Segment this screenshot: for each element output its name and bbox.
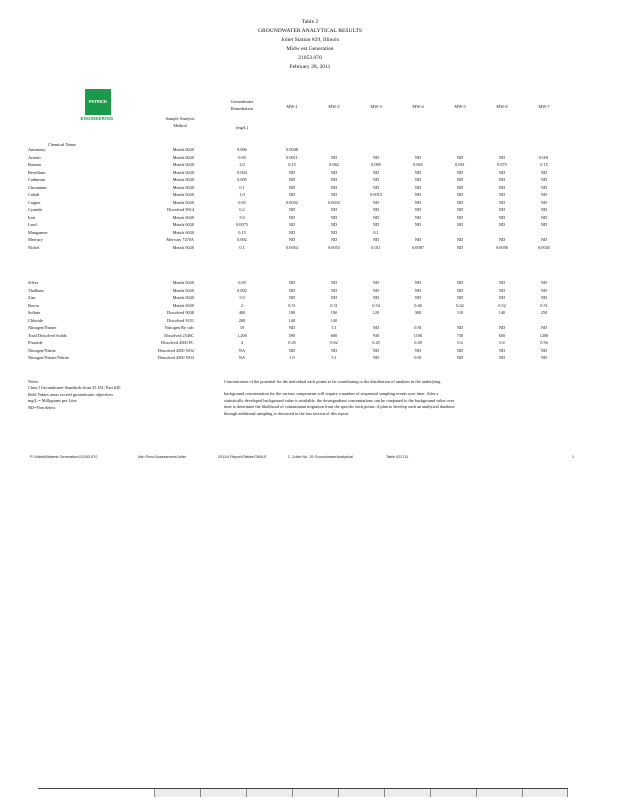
result-value: ND [498,177,506,182]
result-value: 0.0048 [286,147,298,152]
result-value: ND [414,287,422,293]
result-value: ND [372,199,380,205]
analysis-method: Dissolved 4500 FC [160,340,194,345]
result-value: 140 [288,317,296,323]
station-name: Joliet Station #29, Illinois [281,37,339,43]
result-value: 0.51 [330,302,338,308]
result-value: ND [288,184,296,190]
table-title: GROUNDWATER ANALYTICAL RESULTS [257,28,363,34]
result-value: 0.075 [497,162,507,167]
standard-value: 0.006 [237,147,247,152]
result-value: ND [372,295,380,300]
analysis-method: Metals 6020 [172,199,194,205]
well-header: MW-3 [370,104,382,109]
standard-value: 1,200 [237,332,247,338]
result-value: ND [498,280,506,285]
notes-right [224,379,455,417]
result-value: 140 [498,310,506,315]
chemical-name: Nickel [28,244,40,250]
result-value: ND [456,169,464,175]
result-value: ND [414,184,422,190]
well-header: MW-1 [286,104,298,109]
result-value: 730 [456,332,464,338]
logo-mark [85,89,111,115]
chemical-name: Nitrogen/Nitrite [28,347,56,353]
analysis-method: Dissolved 2540C [164,332,194,338]
result-value: 0.0015 [370,192,382,197]
result-value: ND [498,355,506,360]
result-value: ND [456,287,464,293]
result-value: 0.001 [539,154,549,160]
result-value: 0.45 [288,340,296,345]
result-value: ND [456,222,464,227]
standard-value: 400 [238,310,246,315]
chemical-name: Total Dissolved Solids [28,332,67,338]
result-value: ND [372,184,380,190]
result-value: 0.0056 [496,244,508,250]
result-value: ND [372,237,380,242]
result-value: ND [540,287,548,293]
standard-value: 0.1 [239,244,245,250]
result-value: ND [498,169,506,175]
analysis-method: Nitrogen By calc [164,325,194,330]
result-value: 0.15 [288,162,296,167]
result-value: 0.45 [372,340,380,345]
analysis-method: Metals 6020 [172,154,194,160]
sample-method-header-2: Method [173,123,187,128]
result-value: ND [288,229,296,235]
chemical-name: Nitrogen/Nitrate [28,325,57,330]
result-value: 0.52 [498,302,506,308]
result-value: ND [330,229,338,235]
analysis-method: Dissolved 4500 NO2 [157,347,194,353]
chemical-name: Beryllium [28,169,46,175]
result-value: ND [372,347,380,353]
result-value: ND [372,207,380,212]
result-value: ND [456,355,464,360]
analysis-method: Metals 6020 [172,177,194,182]
result-value: ND [456,207,464,212]
well-header: MW-4 [412,104,424,109]
result-value: 0.0032 [328,199,340,205]
result-value: ND [456,192,464,197]
standard-value: 200 [238,317,246,323]
standard-value: 0.65 [238,199,246,205]
chemical-name: Antimony [28,147,46,152]
standard-value: 5.0 [239,295,245,300]
analysis-method: Metals 6020 [172,162,194,167]
result-value: ND [414,222,422,227]
result-value: 0.061 [455,162,465,167]
result-value: ND [498,207,506,212]
standard-value: 10 [239,325,245,330]
sample-method-header: Sample Analysis [165,116,195,121]
result-value: ND [330,280,338,285]
result-value: 0.0011 [286,154,298,160]
chemical-name-header: Chemical Name [48,142,76,147]
chemical-name: Iron [28,214,36,220]
result-value: ND [372,355,380,360]
result-value: ND [498,222,506,227]
standard-value: 5.0 [239,214,245,220]
analysis-method: Metals 6020 [172,280,194,285]
result-value: 0.49 [414,340,422,345]
analysis-method: Metals 6020 [172,147,194,152]
result-value: ND [372,169,380,175]
standard-value: 0.002 [237,287,247,293]
result-value: ND [288,295,296,300]
standard-header-line1: Groundwater [230,99,254,104]
chemical-name: Nitrogen/Nitrate/Nitrite [28,355,69,360]
standard-value: 2.0 [239,162,245,167]
result-value: ND [330,192,338,197]
standard-value: 0.005 [237,177,247,182]
result-value: 0.0032 [286,199,298,205]
standard-value: 0.0075 [236,222,248,227]
result-value: ND [456,154,464,160]
result-value: ND [498,325,506,330]
result-value: 110 [456,310,464,315]
result-value: ND [288,280,296,285]
result-value: ND [288,347,296,353]
chemical-name: Arsenic [28,154,42,160]
footer-part-a: Ash Pond Assessment\Joliet [138,455,186,459]
result-value: ND [414,347,422,353]
chemical-name: Manganese [28,229,48,235]
chemical-name: Chloride [28,317,44,323]
well-header: MW-5 [454,104,466,109]
result-value: ND [456,325,464,330]
result-value: ND [414,169,422,175]
result-value: ND [288,177,296,182]
analysis-method: Dissolved 9038 [167,310,194,315]
standard-value: 0.05 [238,154,246,160]
notes-line: Class I Groundwater Standards from 35 IAC Part 620 [28,385,121,391]
result-value: ND [540,237,548,242]
result-value: 0.46 [414,302,422,308]
result-value: ND [498,192,506,197]
chemical-name: Boron [28,302,39,308]
well-header: MW-2 [328,104,340,109]
result-value: ND [330,177,338,182]
result-value: ND [288,169,296,175]
result-value: 250 [540,310,548,315]
result-value: ND [330,184,338,190]
result-value: ND [456,199,464,205]
result-value: 1.9 [289,355,295,360]
result-value: 190 [330,310,338,315]
standard-unit: (mg/L) [235,125,249,130]
result-value: 0.065 [413,162,423,167]
footer-part-b: 2011\4 Report\Tables\TABLE [218,455,267,459]
standard-header-line2: Remediation [231,106,253,111]
notes-paragraph-line: Concentration of the potential for the individual each points to be contributing to the distribution of analytes in the underlying [224,379,441,384]
notes-paragraph-line: background concentration for the various components will require a number of sequential sampling events over time. After a [224,391,439,397]
notes-paragraph-line: statistically developed background value is available, the downgradient concentrations can be compared to the background value over [224,397,455,403]
standard-value: 1.0 [239,192,245,197]
result-value: ND [540,184,548,190]
result-value: ND [498,154,506,160]
standard-value: 0.05 [238,280,246,285]
notes-heading: Notes [28,379,39,384]
analysis-method: Dissolved 4500 NO3 [157,355,194,360]
result-value: ND [288,287,296,293]
result-value: ND [456,295,464,300]
result-value: 0.51 [288,302,296,308]
result-value: ND [498,184,506,190]
result-value: ND [540,169,548,175]
analysis-method: Dissolved 9251 [167,317,194,323]
result-value: 0.4 [457,340,463,345]
result-value: 1200 [539,332,549,338]
standard-value: 0.15 [238,229,246,235]
chemical-name: Sulfate [28,310,41,315]
result-value: ND [540,177,548,182]
analysis-method: Dissolved 9014 [167,207,194,212]
table-number: Table 2 [301,19,319,25]
result-value: ND [498,214,506,220]
result-value: ND [498,199,506,205]
result-value: ND [540,192,548,197]
bottom-grid-strip [154,789,568,797]
result-value: ND [540,295,548,300]
result-value: ND [330,287,338,293]
result-value: ND [330,214,338,220]
analysis-method: Metals 6020 [172,184,194,190]
result-value: ND [414,177,422,182]
well-header: MW-6 [496,104,508,109]
result-value: ND [414,295,422,300]
result-value: 0.42 [456,302,464,308]
result-value: 1100 [413,332,423,338]
result-value: ND [540,347,548,353]
result-value: ND [372,280,380,285]
result-value: ND [330,295,338,300]
notes-line: mg/L = Milligrams per Liter [28,398,77,404]
logo-brand-text: ENGINEERING [80,116,114,121]
result-value: ND [330,222,338,227]
well-header: MW-7 [538,104,550,109]
result-value: 0.0087 [412,244,424,250]
result-value: 0.51 [540,302,548,308]
result-value: 0.54 [372,302,380,308]
footer-part-c: 2 -Joliet No. 29 GroundwaterAnalytical [288,455,353,459]
result-value: 0.15 [540,162,548,167]
result-value: ND [288,207,296,212]
chemical-name: Fluoride [28,340,43,345]
analysis-method: Metals 6020 [172,214,194,220]
result-value: 0.62 [330,340,338,345]
result-value: ND [414,192,422,197]
result-value: 5.1 [331,355,337,360]
report-date: February 28, 2011 [289,64,331,70]
result-value: ND [288,214,296,220]
result-value: ND [414,154,422,160]
result-value: 120 [372,310,380,315]
chemical-name: Lead [28,222,37,227]
result-value: ND [456,347,464,353]
result-value: ND [372,222,380,227]
result-value: ND [540,222,548,227]
result-value: 5.1 [331,325,337,330]
footer-path: P:\Joliet\Midwest Generation\21053.070 [30,455,98,459]
result-value: ND [456,184,464,190]
result-value: 0.81 [414,355,422,360]
result-value: ND [456,244,464,250]
result-value: ND [330,169,338,175]
chemical-name: Zinc [28,295,36,300]
chemical-name: Chromium [28,184,47,190]
analysis-method: Mercury 7470A [166,237,194,242]
result-value: ND [498,347,506,353]
page-number: 1 [572,455,575,459]
result-value: ND [330,237,338,242]
standard-value: 0.2 [239,207,245,212]
result-value: ND [330,347,338,353]
chemical-name: Silver [28,280,39,285]
result-value: ND [540,214,548,220]
result-value: 0.0054 [286,244,298,250]
result-value: 0.0045 [538,244,550,250]
result-value: ND [372,287,380,293]
result-value: ND [498,287,506,293]
result-value: ND [498,237,506,242]
analysis-method: Metals 6020 [172,287,194,293]
standard-value: 0.002 [237,237,247,242]
analysis-method: Metals 6020 [172,169,194,175]
result-value: ND [330,154,338,160]
result-value: ND [330,207,338,212]
notes-line: Bold Values areas exceed groundwater objectives [28,391,113,397]
result-value: 0.1 [373,229,379,235]
company-logo [76,89,118,127]
chemical-name: Thallium [28,287,44,293]
standard-value: NA [238,355,246,360]
result-value: ND [414,214,422,220]
project-number: 21053.070 [298,55,322,61]
standard-value: 0.1 [239,184,245,190]
result-value: ND [540,280,548,285]
result-value: ND [540,355,548,360]
result-value: ND [414,207,422,212]
chemical-name: Cadmium [28,177,45,182]
chemical-name: Barium [28,162,41,167]
result-value: 140 [330,317,338,323]
result-value: 930 [372,332,380,338]
result-value: ND [414,199,422,205]
result-value: ND [540,207,548,212]
footer-part-d: Table 021711 [386,455,409,459]
standard-value: 0.004 [237,169,247,175]
notes-line: ND=Non detect [28,404,56,410]
chemical-name: Cobalt [28,192,40,197]
result-value: ND [414,237,422,242]
notes-paragraph-line: through additional sampling is discussed in the last section of this report. [224,410,350,416]
analysis-method: Metals 6020 [172,222,194,227]
result-value: 590 [288,332,296,338]
result-value: ND [372,154,380,160]
result-value: ND [372,325,380,330]
result-value: 0.082 [329,162,339,167]
result-value: ND [456,214,464,220]
chemical-name: Cyanide [28,207,43,212]
result-value: 650 [498,332,506,338]
notes-paragraph-line: time to determine the likelihood of contaminant migration from the specific each points. A plan to develop such an analytical database [224,404,455,410]
analysis-method: Metals 6020 [172,192,194,197]
result-value: 0.011 [371,244,381,250]
analysis-method: Metals 6020 [172,229,194,235]
result-value: ND [372,177,380,182]
result-value: ND [456,237,464,242]
result-value: 180 [288,310,296,315]
result-value: 0.81 [414,325,422,330]
result-value: 0.0053 [328,244,340,250]
analysis-method: Metals 6020 [172,302,194,308]
analysis-method: Metals 6020 [172,295,194,300]
result-value: ND [288,192,296,197]
result-value: 0.56 [540,340,548,345]
result-value: ND [288,237,296,242]
notes-left [28,379,120,411]
logo-top-text: PATRICK [89,99,107,104]
chemical-name: Mercury [28,237,43,242]
analysis-method: Metals 6020 [172,244,194,250]
result-value: ND [288,222,296,227]
result-value: ND [540,325,548,330]
result-value: ND [456,177,464,182]
standard-value: 2 [240,302,244,308]
result-value: 600 [330,332,338,338]
result-value: ND [372,214,380,220]
result-value: 0.4 [499,340,505,345]
standard-value: NA [238,347,246,353]
result-value: 0.089 [371,162,381,167]
result-value: ND [456,280,464,285]
result-value: ND [414,280,422,285]
company-name: Midw est Generation [286,46,334,52]
standard-value: 4 [240,340,244,345]
result-value: 300 [414,310,422,315]
result-value: ND [288,325,296,330]
result-value: ND [498,295,506,300]
chemical-name: Copper [28,199,41,205]
result-value: ND [540,199,548,205]
